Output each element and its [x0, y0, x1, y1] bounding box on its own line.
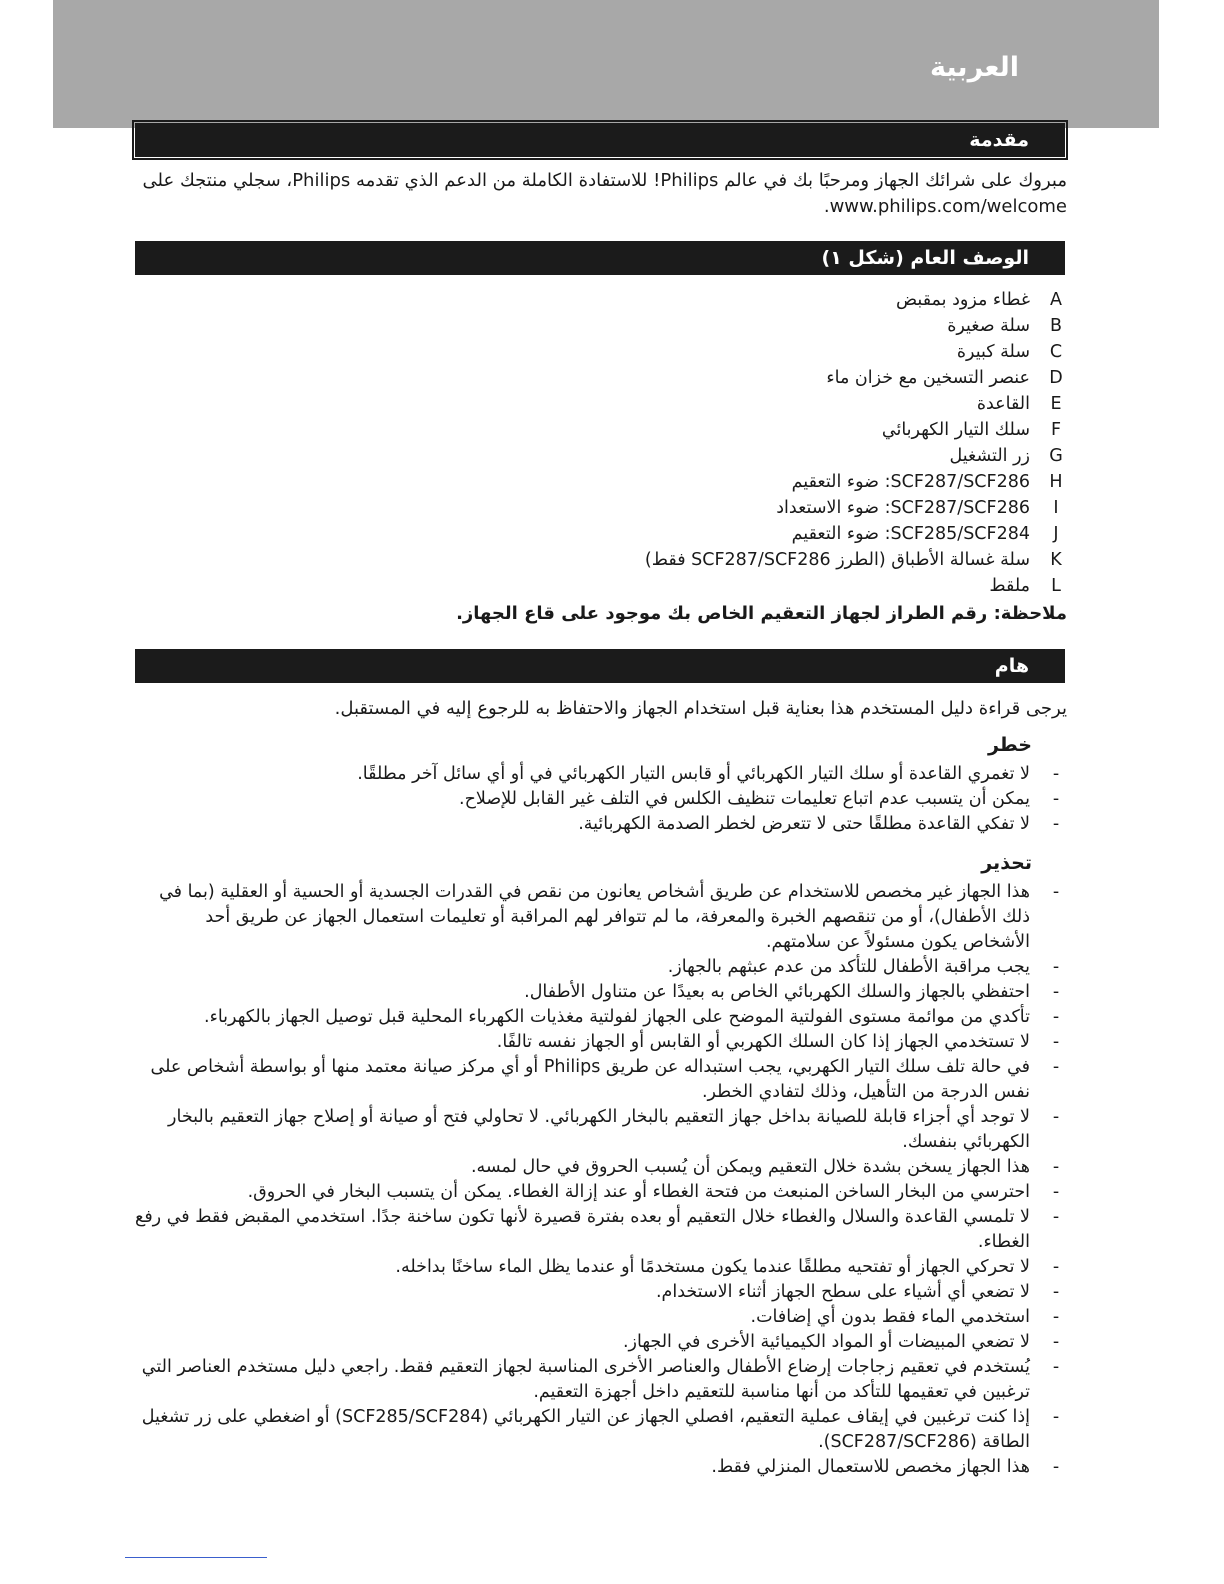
footnote-divider	[125, 1557, 267, 1558]
warning-list	[135, 880, 1067, 1480]
language-title: العربية	[930, 52, 1019, 83]
danger-list	[135, 762, 1067, 837]
list-item: - لا توجد أي أجزاء قابلة للصيانة بداخل جهاز التعقيم بالبخار الكهربائي. لا تحاولي فتح أو صيانة أو إصلاح جهاز التعقيم بالبخار الكهربائي بنفسك.	[168, 1107, 1060, 1152]
list-item: - استخدمي الماء فقط بدون أي إضافات.	[750, 1307, 1060, 1327]
list-item: B سلة صغيرة	[947, 316, 1062, 336]
list-item: E القاعدة	[976, 394, 1062, 414]
list-item: J SCF285/SCF284: ضوء التعقيم	[791, 524, 1059, 544]
list-item: K سلة غسالة الأطباق (الطرز SCF287/SCF286 فقط)	[644, 550, 1062, 570]
list-item: - يُستخدم في تعقيم زجاجات إرضاع الأطفال والعناصر الأخرى المناسبة لجهاز التعقيم فقط. راجعي دليل مستخدم العناصر التي ترغبين في تعقيمها للتأكد من أنها مناسبة للتعقيم داخل أجهزة التعقيم.	[141, 1357, 1060, 1402]
list-item: - هذا الجهاز غير مخصص للاستخدام عن طريق أشخاص يعانون من نقص في القدرات الجسدية أو الحسية أو العقلية (بما في ذلك الأطفال)، أو من تنقصهم الخبرة والمعرفة، ما لم تتوافر لهم المراقبة أو تعليمات استعمال الجهاز عن طريق أحد الأشخاص يكون مسئولاً عن سلامتهم.	[159, 882, 1060, 952]
list-item: H SCF287/SCF286: ضوء التعقيم	[791, 472, 1063, 492]
list-item: - لا تضعي المبيضات أو المواد الكيميائية الأخرى في الجهاز.	[622, 1332, 1060, 1352]
list-item: - تأكدي من موائمة مستوى الفولتية الموضح على الجهاز لفولتية مغذيات الكهرباء المحلية قبل توصيل الجهاز بالكهرباء.	[204, 1007, 1060, 1027]
list-item: - لا تغمري القاعدة أو سلك التيار الكهربائي أو قابس التيار الكهربائي في أو أي سائل آخر مطلقًا.	[357, 764, 1060, 784]
model-note: ملاحظة: رقم الطراز لجهاز التعقيم الخاص بك موجود على قاع الجهاز.	[456, 603, 1067, 624]
section-heading-important: هام	[135, 649, 1065, 683]
intro-text: مبروك على شرائك الجهاز ومرحبًا بك في عالم Philips! للاستفادة الكاملة من الدعم الذي تقدمه Philips، سجلي منتجك على www.philips.com/welcome.	[142, 170, 1067, 217]
list-item: - احترسي من البخار الساخن المنبعث من فتحة الغطاء أو عند إزالة الغطاء. يمكن أن يتسبب البخار في الحروق.	[247, 1182, 1060, 1202]
list-item: - هذا الجهاز مخصص للاستعمال المنزلي فقط.	[711, 1457, 1060, 1477]
list-item: - هذا الجهاز يسخن بشدة خلال التعقيم ويمكن أن يُسبب الحروق في حال لمسه.	[470, 1157, 1060, 1177]
list-item: F سلك التيار الكهربائي	[881, 420, 1062, 440]
list-item: - لا تحركي الجهاز أو تفتحيه مطلقًا عندما يكون مستخدمًا أو عندما يظل الماء ساخنًا بداخله.	[395, 1257, 1060, 1277]
list-item: - احتفظي بالجهاز والسلك الكهربائي الخاص به بعيدًا عن متناول الأطفال.	[524, 982, 1060, 1002]
list-item: - لا تفكي القاعدة مطلقًا حتى لا تتعرض لخطر الصدمة الكهربائية.	[578, 814, 1060, 834]
list-item: G زر التشغيل	[949, 446, 1063, 466]
list-item: - لا تضعي أي أشياء على سطح الجهاز أثناء الاستخدام.	[655, 1282, 1060, 1302]
danger-heading: خطر	[987, 734, 1032, 756]
parts-list	[135, 287, 1067, 599]
important-intro: يرجى قراءة دليل المستخدم هذا بعناية قبل استخدام الجهاز والاحتفاظ به للرجوع إليه في المستقبل.	[334, 698, 1067, 719]
section-heading-general-description: الوصف العام (شكل ١)	[135, 241, 1065, 275]
list-item: C سلة كبيرة	[956, 342, 1063, 362]
list-item: - يمكن أن يتسبب عدم اتباع تعليمات تنظيف الكلس في التلف غير القابل للإصلاح.	[459, 789, 1060, 809]
warning-heading: تحذير	[981, 852, 1032, 874]
list-item: L ملقط	[989, 576, 1061, 596]
list-item: - يجب مراقبة الأطفال للتأكد من عدم عبثهم بالجهاز.	[667, 957, 1060, 977]
list-item: A غطاء مزود بمقبض	[895, 290, 1062, 310]
list-item: D عنصر التسخين مع خزان ماء	[826, 368, 1063, 388]
list-item: - لا تستخدمي الجهاز إذا كان السلك الكهربي أو القابس أو الجهاز نفسه تالفًا.	[496, 1032, 1060, 1052]
list-item: I SCF287/SCF286: ضوء الاستعداد	[776, 498, 1059, 518]
list-item: - لا تلمسي القاعدة والسلال والغطاء خلال التعقيم أو بعده بفترة قصيرة لأنها تكون ساخنة جدًا. استخدمي المقبض فقط في رفع الغطاء.	[135, 1207, 1060, 1252]
list-item: - إذا كنت ترغبين في إيقاف عملية التعقيم، افصلي الجهاز عن التيار الكهربائي (SCF285/SCF284) أو اضغطي على زر تشغيل الطاقة (SCF287/SCF286).	[141, 1407, 1060, 1452]
list-item: - في حالة تلف سلك التيار الكهربي، يجب استبداله عن طريق Philips أو أي مركز صيانة معتمد منها أو بواسطة أشخاص على نفس الدرجة من التأهيل، وذلك لتفادي الخطر.	[150, 1057, 1060, 1102]
section-heading-introduction: مقدمة	[135, 123, 1065, 157]
